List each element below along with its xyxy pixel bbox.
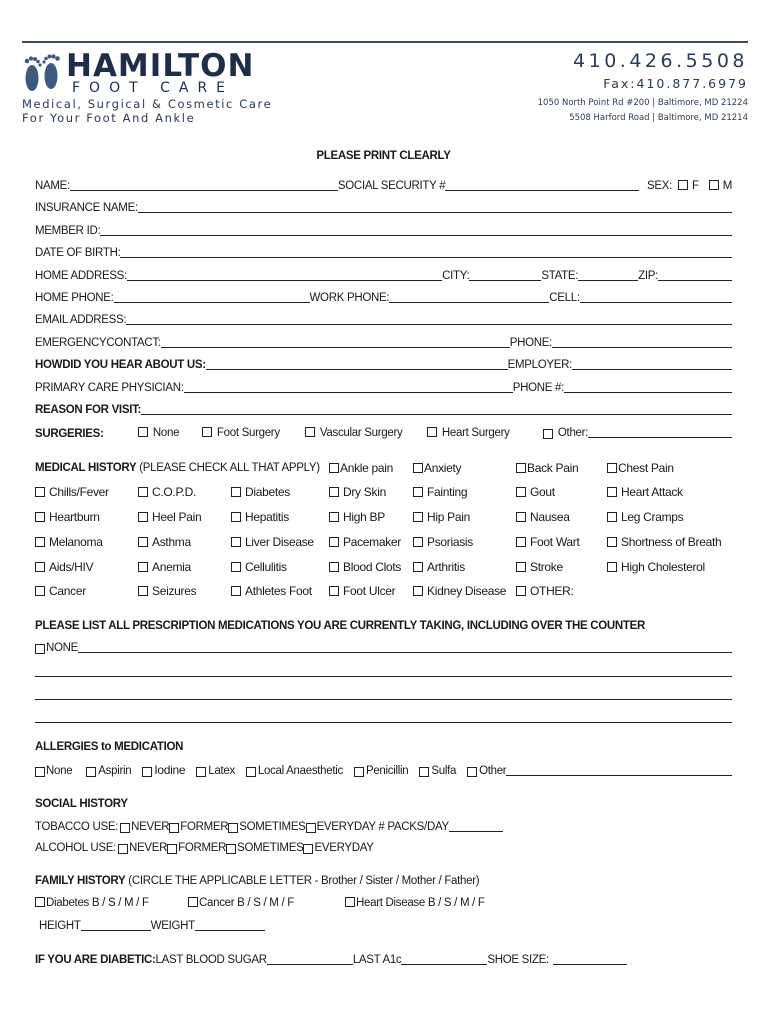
medications-line[interactable] bbox=[35, 699, 732, 700]
reason-field[interactable] bbox=[141, 403, 732, 415]
checkbox[interactable] bbox=[607, 487, 617, 497]
employer-label: EMPLOYER: bbox=[507, 359, 572, 372]
condition-item[interactable] bbox=[516, 485, 555, 499]
none-label: NONE bbox=[46, 642, 79, 654]
condition-item[interactable] bbox=[607, 461, 674, 475]
condition-label: Ankle pain bbox=[340, 461, 394, 475]
blood-sugar-field[interactable] bbox=[267, 953, 353, 965]
condition-item[interactable] bbox=[231, 584, 312, 598]
heading-bold: MEDICAL HISTORY bbox=[35, 462, 137, 474]
checkbox[interactable] bbox=[138, 487, 148, 497]
medications-field[interactable] bbox=[78, 641, 732, 653]
condition-label: Seizures bbox=[152, 584, 197, 598]
heading-rest: (PLEASE CHECK ALL THAT APPLY) bbox=[136, 462, 320, 474]
alcohol-row bbox=[35, 842, 374, 854]
surgeries-row bbox=[35, 416, 732, 440]
allergy-label: Aspirin bbox=[98, 765, 132, 777]
tobacco-sometimes-checkbox[interactable] bbox=[228, 823, 238, 833]
condition-label: Dry Skin bbox=[343, 485, 386, 499]
checkbox[interactable] bbox=[413, 463, 423, 473]
checkbox[interactable] bbox=[516, 512, 526, 522]
checkbox[interactable] bbox=[231, 562, 241, 572]
condition-item[interactable] bbox=[413, 535, 473, 549]
condition-label: Hepatitis bbox=[245, 510, 289, 524]
family-heart-disease[interactable] bbox=[345, 897, 485, 909]
alcohol-former-checkbox[interactable] bbox=[167, 844, 177, 854]
medications-none-row bbox=[35, 641, 732, 654]
allergy-label: Latex bbox=[208, 765, 235, 777]
none-checkbox[interactable] bbox=[35, 644, 45, 654]
sex-f-label: F bbox=[691, 180, 699, 192]
city-field[interactable] bbox=[469, 269, 541, 281]
alcohol-label: ALCOHOL USE: bbox=[35, 842, 116, 854]
condition-item[interactable] bbox=[329, 535, 401, 549]
checkbox[interactable] bbox=[427, 427, 437, 437]
name-field[interactable] bbox=[70, 179, 338, 191]
condition-item[interactable] bbox=[516, 461, 578, 475]
diabetic-section bbox=[35, 953, 732, 973]
condition-label: High Cholesterol bbox=[621, 560, 705, 574]
condition-item[interactable] bbox=[516, 584, 574, 598]
condition-item[interactable] bbox=[607, 535, 721, 549]
condition-item[interactable] bbox=[231, 510, 289, 524]
checkbox[interactable] bbox=[413, 537, 423, 547]
condition-item[interactable] bbox=[231, 535, 314, 549]
condition-label: Leg Cramps bbox=[621, 510, 684, 524]
medical-history bbox=[35, 461, 732, 611]
alcohol-never-checkbox[interactable] bbox=[118, 844, 128, 854]
height-weight-row bbox=[39, 919, 265, 932]
email-label: EMAIL ADDRESS: bbox=[35, 314, 127, 327]
checkbox[interactable] bbox=[35, 767, 45, 777]
state-label: STATE: bbox=[541, 269, 579, 282]
weight-label: WEIGHT bbox=[150, 920, 195, 932]
condition-label: Back Pain bbox=[527, 461, 579, 475]
family-history-heading bbox=[35, 875, 479, 887]
weight-field[interactable] bbox=[195, 919, 265, 931]
surgery-option[interactable] bbox=[305, 427, 402, 439]
tobacco-former-checkbox[interactable] bbox=[169, 823, 179, 833]
checkbox[interactable] bbox=[142, 767, 152, 777]
condition-label: Heel Pain bbox=[152, 510, 202, 524]
checkbox[interactable] bbox=[231, 487, 241, 497]
condition-item[interactable] bbox=[138, 535, 191, 549]
tobacco-row bbox=[35, 820, 503, 833]
checkbox[interactable] bbox=[329, 586, 339, 596]
checkbox[interactable] bbox=[413, 586, 423, 596]
work-phone-field[interactable] bbox=[389, 291, 549, 303]
condition-item[interactable] bbox=[607, 510, 683, 524]
allergy-label: Iodine bbox=[154, 763, 186, 777]
name-label: NAME: bbox=[35, 180, 70, 192]
surgeries-label: SURGERIES: bbox=[35, 427, 104, 440]
height-label: HEIGHT bbox=[39, 920, 81, 932]
option-label: SOMETIMES bbox=[237, 842, 304, 854]
condition-item[interactable] bbox=[329, 584, 395, 598]
cell-label: CELL: bbox=[549, 291, 580, 304]
allergy-label: Penicillin bbox=[365, 765, 409, 777]
condition-label: Chills/Fever bbox=[49, 485, 109, 499]
medical-history-heading bbox=[35, 462, 320, 474]
home-address-label: HOME ADDRESS: bbox=[35, 269, 127, 282]
checkbox[interactable] bbox=[607, 562, 617, 572]
condition-item[interactable] bbox=[35, 485, 109, 499]
condition-label: Fainting bbox=[427, 485, 468, 499]
option-label: Heart Surgery bbox=[441, 426, 510, 439]
logo-subtitle: FOOT CARE bbox=[72, 80, 235, 96]
condition-item[interactable] bbox=[413, 485, 467, 499]
checkbox[interactable] bbox=[138, 537, 148, 547]
condition-label: Heart Attack bbox=[621, 485, 683, 499]
option-label: FORMER bbox=[180, 821, 229, 833]
work-phone-label: WORK PHONE: bbox=[309, 291, 390, 304]
checkbox[interactable] bbox=[607, 537, 617, 547]
cell-field[interactable] bbox=[580, 291, 732, 303]
condition-item[interactable] bbox=[329, 461, 393, 475]
condition-item[interactable] bbox=[329, 510, 385, 524]
pcp-phone-label: PHONE #: bbox=[512, 381, 564, 394]
checkbox[interactable] bbox=[231, 586, 241, 596]
condition-label: Anemia bbox=[152, 560, 191, 574]
form-title: PLEASE PRINT CLEARLY bbox=[316, 150, 451, 162]
city-label: CITY: bbox=[442, 269, 470, 282]
home-phone-label: HOME PHONE: bbox=[35, 291, 114, 304]
checkbox[interactable] bbox=[86, 767, 96, 777]
pcp-field[interactable] bbox=[184, 381, 513, 393]
condition-label: Chest Pain bbox=[618, 461, 674, 475]
reason-label: REASON FOR VISIT: bbox=[35, 403, 142, 416]
state-field[interactable] bbox=[578, 269, 638, 281]
option-label: Diabetes B / S / M / F bbox=[46, 897, 149, 909]
checkbox[interactable] bbox=[543, 429, 553, 439]
a1c-label: LAST A1c bbox=[352, 954, 402, 966]
checkbox[interactable] bbox=[305, 427, 315, 437]
letterhead bbox=[22, 48, 748, 128]
tobacco-everyday-checkbox[interactable] bbox=[306, 823, 316, 833]
checkbox[interactable] bbox=[231, 537, 241, 547]
condition-label: Shortness of Breath bbox=[621, 535, 722, 549]
checkbox[interactable] bbox=[329, 562, 339, 572]
option-label: SOMETIMES bbox=[239, 821, 306, 833]
emergency-contact-label: EMERGENCYCONTACT: bbox=[35, 336, 161, 349]
address: 5508 Harford Road | Baltimore, MD 21214 bbox=[569, 113, 748, 123]
family-cancer[interactable] bbox=[188, 897, 294, 909]
checkbox[interactable] bbox=[354, 767, 364, 777]
alcohol-sometimes-checkbox[interactable] bbox=[226, 844, 236, 854]
condition-item[interactable] bbox=[35, 560, 93, 574]
option-label: None bbox=[152, 426, 180, 439]
checkbox[interactable] bbox=[202, 427, 212, 437]
checkbox[interactable] bbox=[246, 767, 256, 777]
phone-number: 410.426.5508 bbox=[573, 50, 748, 72]
checkbox[interactable] bbox=[35, 537, 45, 547]
emergency-phone-field[interactable] bbox=[552, 336, 732, 348]
checkbox[interactable] bbox=[607, 463, 617, 473]
condition-item[interactable] bbox=[413, 510, 470, 524]
address: 1050 North Point Rd #200 | Baltimore, MD 21224 bbox=[537, 98, 748, 108]
email-field[interactable] bbox=[126, 313, 732, 325]
condition-item[interactable] bbox=[231, 560, 287, 574]
option-label: FORMER bbox=[178, 842, 227, 854]
surgery-option-other[interactable] bbox=[543, 426, 732, 439]
option-label: Cancer B / S / M / F bbox=[199, 897, 294, 909]
condition-label: Foot Wart bbox=[530, 535, 580, 549]
emergency-phone-label: PHONE: bbox=[509, 336, 552, 349]
other-allergy-field[interactable] bbox=[506, 764, 732, 776]
checkbox[interactable] bbox=[138, 512, 148, 522]
condition-item[interactable] bbox=[231, 485, 290, 499]
condition-item[interactable] bbox=[413, 560, 465, 574]
pcp-phone-field[interactable] bbox=[564, 381, 732, 393]
insurance-field[interactable] bbox=[138, 201, 732, 213]
patient-info-form bbox=[35, 150, 732, 440]
allergy-label: Local Anaesthetic bbox=[257, 765, 343, 777]
pcp-label: PRIMARY CARE PHYSICIAN: bbox=[35, 381, 184, 394]
checkbox[interactable] bbox=[188, 897, 198, 907]
checkbox[interactable] bbox=[329, 537, 339, 547]
checkbox[interactable] bbox=[607, 512, 617, 522]
checkbox[interactable] bbox=[35, 897, 45, 907]
checkbox[interactable] bbox=[138, 427, 148, 437]
sex-m-label: M bbox=[722, 180, 732, 192]
condition-item[interactable] bbox=[329, 485, 386, 499]
surgery-option[interactable] bbox=[202, 427, 280, 439]
shoe-size-label: SHOE SIZE: bbox=[487, 954, 549, 966]
checkbox[interactable] bbox=[413, 487, 423, 497]
medications-line[interactable] bbox=[35, 676, 732, 677]
medications-line[interactable] bbox=[35, 722, 732, 723]
member-id-field[interactable] bbox=[100, 224, 732, 236]
checkbox[interactable] bbox=[35, 487, 45, 497]
condition-label: Liver Disease bbox=[245, 535, 314, 549]
home-address-field[interactable] bbox=[127, 269, 442, 281]
checkbox[interactable] bbox=[329, 487, 339, 497]
condition-label: Nausea bbox=[530, 510, 570, 524]
checkbox[interactable] bbox=[329, 463, 339, 473]
checkbox[interactable] bbox=[516, 463, 526, 473]
dob-field[interactable] bbox=[120, 246, 732, 258]
checkbox[interactable] bbox=[516, 487, 526, 497]
option-label: Vascular Surgery bbox=[319, 426, 403, 439]
condition-label: OTHER: bbox=[530, 584, 574, 598]
logo-name: HAMILTON bbox=[66, 48, 255, 84]
condition-label: Cancer bbox=[49, 584, 86, 598]
medications-heading: PLEASE LIST ALL PRESCRIPTION MEDICATIONS YOU ARE CURRENTLY TAKING, INCLUDING OVER THE COUNTER bbox=[35, 620, 645, 632]
other-surgery-field[interactable] bbox=[588, 426, 732, 438]
surgery-option[interactable] bbox=[427, 427, 510, 439]
tagline: For Your Foot And Ankle bbox=[22, 111, 196, 125]
ssn-label: SOCIAL SECURITY # bbox=[337, 180, 446, 192]
blood-sugar-label: LAST BLOOD SUGAR bbox=[155, 954, 267, 966]
condition-label: Aids/HIV bbox=[49, 560, 94, 574]
insurance-label: INSURANCE NAME: bbox=[35, 202, 138, 215]
condition-label: Stroke bbox=[530, 560, 563, 574]
dob-label: DATE OF BIRTH: bbox=[35, 247, 121, 260]
home-phone-field[interactable] bbox=[114, 291, 310, 303]
condition-label: High BP bbox=[343, 510, 385, 524]
checkbox[interactable] bbox=[345, 897, 355, 907]
alcohol-everyday-checkbox[interactable] bbox=[303, 844, 313, 854]
condition-item[interactable] bbox=[35, 535, 103, 549]
height-field[interactable] bbox=[81, 919, 151, 931]
condition-label: Gout bbox=[530, 485, 555, 499]
family-diabetes[interactable] bbox=[35, 897, 149, 909]
condition-label: Foot Ulcer bbox=[343, 584, 396, 598]
option-label: EVERYDAY # PACKS/DAY bbox=[316, 821, 449, 833]
member-id-label: MEMBER ID: bbox=[35, 224, 101, 237]
medications-section bbox=[35, 620, 732, 730]
condition-label: Hip Pain bbox=[427, 510, 470, 524]
sex-m-checkbox[interactable] bbox=[709, 180, 719, 190]
diabetic-label: IF YOU ARE DIABETIC: bbox=[35, 954, 156, 966]
zip-field[interactable] bbox=[658, 269, 732, 281]
allergy-options bbox=[35, 763, 732, 777]
condition-item[interactable] bbox=[516, 510, 570, 524]
checkbox[interactable] bbox=[35, 562, 45, 572]
allergies-section bbox=[35, 741, 732, 786]
option-label: NEVER bbox=[131, 821, 170, 833]
condition-label: Arthritis bbox=[427, 560, 465, 574]
condition-item[interactable] bbox=[35, 584, 86, 598]
condition-label: C.O.P.D. bbox=[152, 485, 197, 499]
header-rule bbox=[22, 41, 748, 43]
employer-field[interactable] bbox=[572, 358, 732, 370]
a1c-field[interactable] bbox=[401, 953, 487, 965]
condition-label: Cellulitis bbox=[245, 560, 287, 574]
referral-label: HOWDID YOU HEAR ABOUT US: bbox=[35, 359, 206, 372]
allergy-label: None bbox=[46, 765, 73, 777]
sex-label: SEX: bbox=[646, 180, 672, 192]
condition-label: Kidney Disease bbox=[427, 584, 507, 598]
condition-label: Asthma bbox=[152, 535, 191, 549]
condition-item[interactable] bbox=[607, 485, 683, 499]
condition-item[interactable] bbox=[413, 584, 506, 598]
checkbox[interactable] bbox=[413, 562, 423, 572]
checkbox[interactable] bbox=[329, 512, 339, 522]
emergency-contact-field[interactable] bbox=[161, 336, 510, 348]
social-history-heading: SOCIAL HISTORY bbox=[35, 798, 128, 810]
sex-group bbox=[647, 180, 732, 192]
condition-label: Pacemaker bbox=[343, 535, 401, 549]
condition-label: Melanoma bbox=[49, 535, 103, 549]
allergies-heading: ALLERGIES to MEDICATION bbox=[35, 741, 184, 753]
checkbox[interactable] bbox=[516, 586, 526, 596]
family-history-section bbox=[35, 875, 732, 935]
shoe-size-field[interactable] bbox=[553, 953, 627, 965]
condition-item[interactable] bbox=[329, 560, 401, 574]
checkbox[interactable] bbox=[138, 586, 148, 596]
condition-label: Athletes Foot bbox=[245, 584, 312, 598]
allergy-label: Sulfa bbox=[431, 765, 457, 777]
condition-label: Heartburn bbox=[49, 510, 100, 524]
checkbox[interactable] bbox=[419, 767, 429, 777]
heading-rest: (CIRCLE THE APPLICABLE LETTER - Brother / Sister / Mother / Father) bbox=[125, 875, 480, 887]
zip-label: ZIP: bbox=[638, 269, 658, 282]
social-history-section bbox=[35, 798, 732, 858]
referral-field[interactable] bbox=[206, 358, 508, 370]
checkbox[interactable] bbox=[196, 767, 206, 777]
condition-item[interactable] bbox=[607, 560, 705, 574]
condition-item[interactable] bbox=[138, 584, 196, 598]
tobacco-never-checkbox[interactable] bbox=[120, 823, 130, 833]
tagline: Medical, Surgical & Cosmetic Care bbox=[22, 97, 273, 111]
checkbox[interactable] bbox=[231, 512, 241, 522]
checkbox[interactable] bbox=[413, 512, 423, 522]
sex-f-checkbox[interactable] bbox=[678, 180, 688, 190]
checkbox[interactable] bbox=[467, 767, 477, 777]
checkbox[interactable] bbox=[35, 512, 45, 522]
option-label: Other: bbox=[557, 426, 589, 439]
checkbox[interactable] bbox=[516, 562, 526, 572]
surgery-option[interactable] bbox=[138, 427, 179, 439]
condition-item[interactable] bbox=[138, 485, 196, 499]
condition-label: Diabetes bbox=[245, 485, 290, 499]
ssn-field[interactable] bbox=[445, 179, 639, 191]
checkbox[interactable] bbox=[516, 537, 526, 547]
condition-item[interactable] bbox=[413, 461, 461, 475]
condition-label: Psoriasis bbox=[427, 535, 473, 549]
checkbox[interactable] bbox=[35, 586, 45, 596]
option-label: NEVER bbox=[128, 842, 168, 854]
diabetic-row bbox=[35, 953, 627, 966]
feet-logo-icon bbox=[22, 50, 62, 96]
condition-item[interactable] bbox=[516, 535, 580, 549]
checkbox[interactable] bbox=[138, 562, 148, 572]
condition-item[interactable] bbox=[138, 560, 191, 574]
allergy-label: Other bbox=[479, 765, 507, 777]
tobacco-label: TOBACCO USE: bbox=[35, 821, 119, 833]
option-label: Heart Disease B / S / M / F bbox=[356, 897, 485, 909]
condition-label: Anxiety bbox=[424, 461, 462, 475]
condition-label: Blood Clots bbox=[343, 560, 402, 574]
heading-bold: FAMILY HISTORY bbox=[35, 875, 126, 887]
condition-item[interactable] bbox=[516, 560, 563, 574]
fax-number: Fax:410.877.6979 bbox=[603, 76, 748, 91]
packs-per-day-field[interactable] bbox=[449, 820, 503, 832]
condition-item[interactable] bbox=[138, 510, 201, 524]
option-label: Foot Surgery bbox=[216, 426, 280, 439]
option-label: EVERYDAY bbox=[314, 842, 374, 854]
condition-item[interactable] bbox=[35, 510, 100, 524]
